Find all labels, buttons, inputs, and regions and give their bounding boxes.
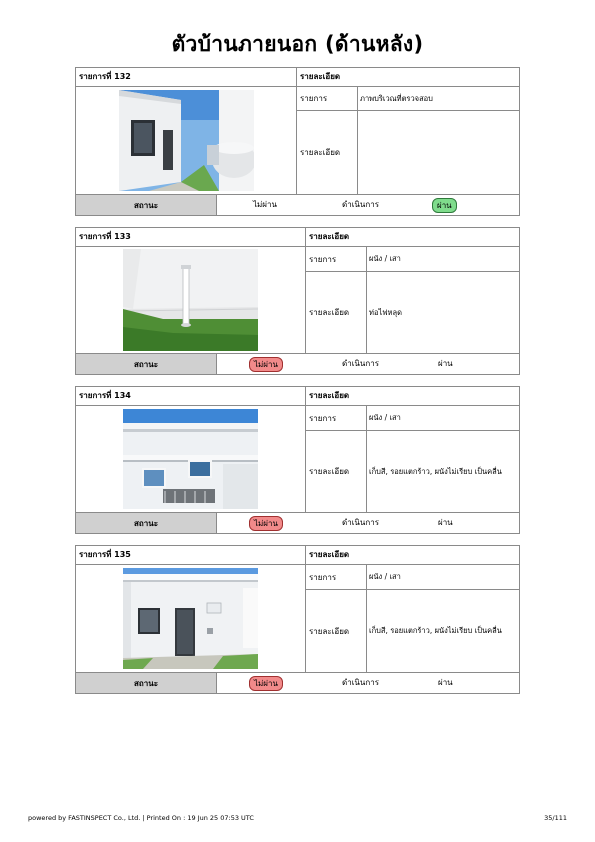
inspection-card-135: [75, 545, 520, 694]
detail-key-label: รายละเอียด: [306, 590, 367, 672]
status-row: [76, 673, 519, 693]
status-option-in-progress[interactable]: ดำเนินการ: [342, 359, 379, 368]
status-option-pass[interactable]: ผ่าน: [438, 678, 453, 687]
status-label: สถานะ: [76, 673, 217, 693]
item-key-label: รายการ: [306, 247, 367, 271]
item-number: รายการที่ 135: [79, 550, 131, 559]
item-value: ผนัง / เสา: [369, 572, 401, 581]
inspection-photo[interactable]: [119, 90, 254, 191]
status-option-in-progress[interactable]: ดำเนินการ: [342, 678, 379, 687]
detail-header: รายละเอียด: [296, 68, 519, 86]
item-key-label: รายการ: [306, 565, 367, 589]
inspection-card-134: [75, 386, 520, 534]
item-value: ผนัง / เสา: [369, 413, 401, 422]
item-number: รายการที่ 133: [79, 232, 131, 241]
item-value: ภาพบริเวณที่ตรวจสอบ: [360, 93, 433, 103]
detail-value: ท่อไฟหลุด: [369, 307, 402, 317]
status-row: [76, 354, 519, 374]
status-label: สถานะ: [76, 354, 217, 374]
status-row: [76, 513, 519, 533]
status-option-in-progress[interactable]: ดำเนินการ: [342, 518, 379, 527]
detail-value: [358, 111, 519, 194]
status-label: สถานะ: [76, 195, 217, 215]
item-key-label: รายการ: [306, 406, 367, 430]
footer-printed: powered by FASTINSPECT Co., Ltd. | Printed On : 19 Jun 25 07:53 UTC: [28, 814, 254, 822]
status-option-pass[interactable]: ผ่าน: [432, 198, 457, 213]
inspection-photo[interactable]: [123, 409, 258, 509]
detail-header: รายละเอียด: [305, 546, 519, 564]
item-number: รายการที่ 134: [79, 391, 131, 400]
detail-value: เก็บสี, รอยแตกร้าว, ผนังไม่เรียบ เป็นคลื่น: [369, 466, 502, 476]
detail-header: รายละเอียด: [305, 387, 519, 405]
status-option-pass[interactable]: ผ่าน: [438, 359, 453, 368]
inspection-card-133: [75, 227, 520, 375]
inspection-card-132: [75, 67, 520, 216]
item-key-label: รายการ: [297, 87, 358, 110]
status-option-fail[interactable]: ไม่ผ่าน: [249, 516, 283, 531]
detail-header: รายละเอียด: [305, 228, 519, 246]
status-option-pass[interactable]: ผ่าน: [438, 518, 453, 527]
detail-value: เก็บสี, รอยแตกร้าว, ผนังไม่เรียบ เป็นคลื่น: [369, 626, 502, 635]
item-value: ผนัง / เสา: [369, 254, 401, 263]
status-option-in-progress[interactable]: ดำเนินการ: [342, 200, 379, 209]
item-number: รายการที่ 132: [79, 72, 131, 81]
page-title: ตัวบ้านภายนอก (ด้านหลัง): [171, 32, 424, 56]
status-label: สถานะ: [76, 513, 217, 533]
detail-key-label: รายละเอียด: [306, 272, 367, 353]
detail-key-label: รายละเอียด: [297, 111, 358, 194]
status-option-fail[interactable]: ไม่ผ่าน: [253, 200, 277, 209]
status-option-fail[interactable]: ไม่ผ่าน: [249, 357, 283, 372]
status-option-fail[interactable]: ไม่ผ่าน: [249, 676, 283, 691]
inspection-photo[interactable]: [123, 568, 258, 669]
page-number: 35/111: [544, 814, 567, 822]
inspection-photo[interactable]: [123, 249, 258, 351]
status-row: [76, 195, 519, 215]
detail-key-label: รายละเอียด: [306, 431, 367, 512]
